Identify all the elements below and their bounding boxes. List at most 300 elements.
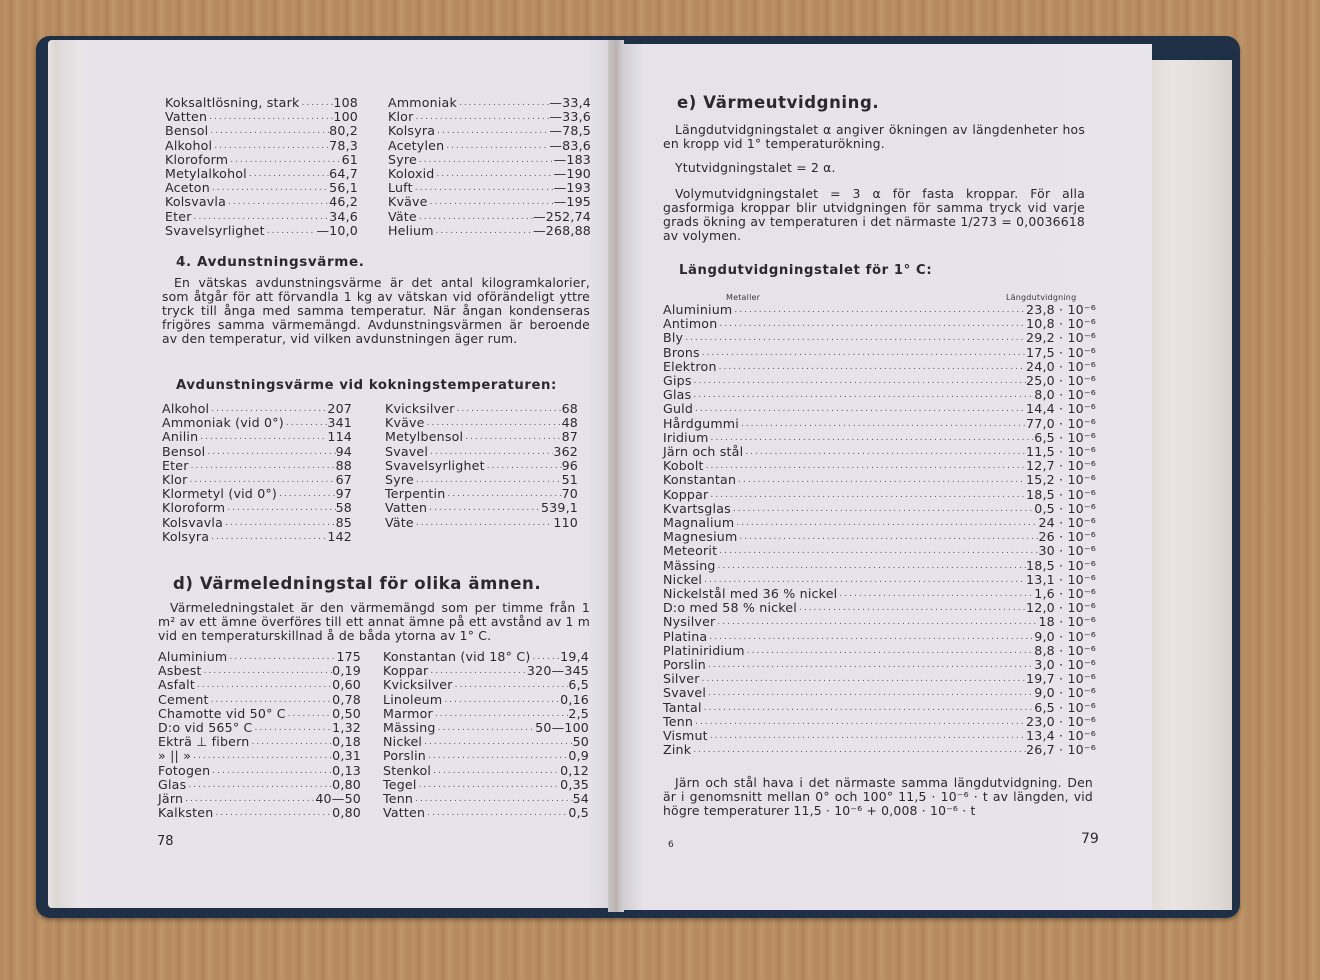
row-value: 0,60 bbox=[332, 677, 361, 693]
leader-dots bbox=[223, 516, 336, 530]
table-row bbox=[158, 792, 361, 806]
row-label: Nickelstål med 36 % nickel bbox=[663, 586, 838, 602]
row-value: 11,5 · 10⁻⁶ bbox=[1026, 444, 1096, 460]
row-value: 96 bbox=[561, 457, 578, 473]
row-value: 34,6 bbox=[329, 208, 358, 224]
row-value: 6,5 bbox=[568, 677, 589, 693]
row-label: Bly bbox=[663, 330, 684, 346]
row-value: 0,80 bbox=[332, 805, 361, 821]
row-value: 54 bbox=[572, 791, 589, 807]
table-row bbox=[663, 445, 1096, 459]
row-label: Koppar bbox=[663, 486, 709, 502]
row-value: —78,5 bbox=[549, 123, 591, 139]
row-value: —33,4 bbox=[549, 95, 591, 110]
row-value: 320—345 bbox=[526, 663, 589, 679]
row-label: Silver bbox=[663, 671, 700, 687]
leader-dots bbox=[716, 559, 1026, 573]
row-label: Kolsvavla bbox=[165, 194, 227, 210]
leader-dots bbox=[431, 764, 560, 778]
row-label: Vismut bbox=[663, 728, 708, 744]
row-value: 61 bbox=[341, 151, 358, 167]
leader-dots bbox=[187, 473, 335, 487]
table-row bbox=[162, 530, 352, 544]
row-value: 0,5 · 10⁻⁶ bbox=[1034, 500, 1096, 516]
row-label: Asbest bbox=[158, 663, 202, 679]
row-value: 17,5 · 10⁻⁶ bbox=[1026, 344, 1096, 360]
row-value: 175 bbox=[336, 649, 361, 664]
table-row bbox=[663, 346, 1096, 360]
row-label: Glas bbox=[663, 387, 692, 403]
row-value: 19,4 bbox=[560, 649, 589, 664]
row-value: 18,5 · 10⁻⁶ bbox=[1026, 557, 1096, 573]
table-row bbox=[663, 587, 1096, 601]
leader-dots bbox=[700, 672, 1026, 686]
table-row bbox=[165, 224, 358, 238]
table-row bbox=[162, 516, 352, 530]
column-header-expansion: Längdutvidgning bbox=[1006, 293, 1077, 302]
leader-dots bbox=[417, 153, 554, 167]
row-value: 6,5 · 10⁻⁶ bbox=[1034, 429, 1096, 445]
section-d-paragraph: Värmeledningstalet är den värmemängd som per timme från 1 m² av ett ämne överföres till ett annat ämne på ett avstånd av 1 m vid en temperaturskillnad å de båda ytorna av 1° C. bbox=[158, 600, 590, 643]
table-row bbox=[158, 693, 361, 707]
table-row bbox=[383, 749, 589, 763]
row-label: Ammoniak bbox=[388, 95, 457, 110]
row-value: —83,6 bbox=[549, 137, 591, 153]
row-value: 0,31 bbox=[332, 748, 361, 764]
conductivity-table-left bbox=[158, 650, 361, 820]
leader-dots bbox=[413, 181, 554, 195]
row-label: Helium bbox=[388, 222, 434, 238]
leader-dots bbox=[706, 686, 1034, 700]
leader-dots bbox=[205, 445, 335, 459]
row-value: 6,5 · 10⁻⁶ bbox=[1034, 699, 1096, 715]
row-value: 0,78 bbox=[332, 691, 361, 707]
row-value: 0,13 bbox=[332, 762, 361, 778]
leader-dots bbox=[207, 110, 333, 124]
leader-dots bbox=[212, 139, 329, 153]
leader-dots bbox=[249, 735, 332, 749]
row-value: 40—50 bbox=[315, 791, 361, 807]
row-value: 207 bbox=[327, 401, 352, 416]
table-row bbox=[165, 96, 358, 110]
row-label: Syre bbox=[385, 472, 414, 488]
leader-dots bbox=[745, 644, 1034, 658]
leader-dots bbox=[434, 224, 533, 238]
row-value: 26,7 · 10⁻⁶ bbox=[1026, 742, 1096, 758]
leader-dots bbox=[709, 431, 1035, 445]
table-row bbox=[663, 388, 1096, 402]
row-value: 110 bbox=[553, 514, 578, 530]
row-label: Linoleum bbox=[383, 691, 443, 707]
table-row bbox=[162, 487, 352, 501]
table-row bbox=[158, 664, 361, 678]
table-row bbox=[158, 778, 361, 792]
table-row bbox=[388, 167, 591, 181]
leader-dots bbox=[227, 650, 336, 664]
leader-dots bbox=[453, 678, 569, 692]
row-label: Vatten bbox=[165, 109, 208, 125]
row-value: —10,0 bbox=[316, 222, 358, 238]
leader-dots bbox=[717, 360, 1026, 374]
table-row bbox=[663, 417, 1096, 431]
row-value: 19,7 · 10⁻⁶ bbox=[1026, 671, 1096, 687]
table-row bbox=[165, 139, 358, 153]
row-label: Svavelsyrlighet bbox=[385, 457, 485, 473]
table-row bbox=[663, 502, 1096, 516]
row-value: —183 bbox=[553, 151, 591, 167]
row-label: Koloxid bbox=[388, 166, 435, 182]
table-row bbox=[383, 806, 589, 820]
row-label: Svavel bbox=[385, 443, 429, 459]
row-label: Glas bbox=[158, 776, 187, 792]
page-number-right: 79 bbox=[1081, 831, 1099, 847]
page-block-edge bbox=[1152, 60, 1232, 910]
table-row bbox=[383, 721, 589, 735]
row-value: —195 bbox=[553, 194, 591, 210]
table-row bbox=[663, 516, 1096, 530]
closing-paragraph: Järn och stål hava i det närmaste samma längdutvidgning. Den är i genomsnitt mellan 0° och 100° 11,5 · 10⁻⁶ · t av längden, vid högre temperaturer 11,5 · 10⁻⁶ + 0,008 · 10⁻⁶ · t bbox=[663, 775, 1093, 818]
table-row bbox=[383, 650, 589, 664]
table-row bbox=[663, 615, 1096, 629]
table-row bbox=[388, 110, 591, 124]
row-value: 24,0 · 10⁻⁶ bbox=[1026, 358, 1096, 374]
table-row bbox=[162, 445, 352, 459]
leader-dots bbox=[691, 743, 1026, 757]
table-row bbox=[383, 764, 589, 778]
row-value: 2,5 bbox=[568, 705, 589, 721]
leader-dots bbox=[737, 530, 1038, 544]
row-label: Väte bbox=[388, 208, 417, 224]
row-value: 24 · 10⁻⁶ bbox=[1038, 515, 1096, 531]
table-row bbox=[663, 544, 1096, 558]
row-label: Koksaltlösning, stark bbox=[165, 95, 300, 110]
table-row bbox=[158, 749, 361, 763]
leader-dots bbox=[413, 110, 549, 124]
leader-dots bbox=[191, 749, 332, 763]
row-value: 68 bbox=[561, 401, 578, 416]
row-label: Klor bbox=[162, 472, 188, 488]
leader-dots bbox=[183, 792, 315, 806]
table-row bbox=[388, 195, 591, 209]
row-label: Gips bbox=[663, 373, 692, 389]
row-label: Kolsyra bbox=[162, 528, 210, 544]
row-value: 18 · 10⁻⁶ bbox=[1038, 614, 1096, 630]
row-label: Mässing bbox=[383, 720, 436, 736]
row-label: Kolsyra bbox=[388, 123, 436, 139]
table-row bbox=[385, 402, 578, 416]
row-label: D:o med 58 % nickel bbox=[663, 600, 797, 616]
table-row bbox=[663, 743, 1096, 757]
table-row bbox=[388, 153, 591, 167]
section-d-heading: d) Värmeledningstal för olika ämnen. bbox=[173, 574, 542, 593]
row-label: Kväve bbox=[385, 415, 425, 431]
table-row bbox=[158, 764, 361, 778]
row-value: 142 bbox=[327, 528, 352, 544]
leader-dots bbox=[797, 601, 1026, 615]
section-4-heading: 4. Avdunstningsvärme. bbox=[176, 254, 365, 270]
leader-dots bbox=[691, 388, 1034, 402]
row-label: Marmor bbox=[383, 705, 433, 721]
leader-dots bbox=[209, 693, 332, 707]
row-value: 10,8 · 10⁻⁶ bbox=[1026, 316, 1096, 332]
table-row bbox=[383, 693, 589, 707]
row-value: 85 bbox=[335, 514, 352, 530]
row-label: Elektron bbox=[663, 358, 717, 374]
leader-dots bbox=[195, 678, 332, 692]
row-label: Klor bbox=[388, 109, 414, 125]
leader-dots bbox=[837, 587, 1034, 601]
table-row bbox=[388, 96, 591, 110]
expansion-table-heading: Längdutvidgningstalet för 1° C: bbox=[679, 263, 933, 278]
row-value: 1,6 · 10⁻⁶ bbox=[1034, 586, 1096, 602]
leader-dots bbox=[225, 501, 335, 515]
row-value: 0,80 bbox=[332, 776, 361, 792]
row-label: Eter bbox=[162, 457, 189, 473]
table-row bbox=[158, 735, 361, 749]
row-value: 87 bbox=[561, 429, 578, 445]
row-label: Väte bbox=[385, 514, 414, 530]
row-label: Klormetyl (vid 0°) bbox=[162, 486, 278, 502]
row-value: 9,0 · 10⁻⁶ bbox=[1034, 628, 1096, 644]
row-value: 58 bbox=[335, 500, 352, 516]
evaporation-table-heading: Avdunstningsvärme vid kokningstemperaturen: bbox=[176, 378, 557, 393]
section-e-para2: Ytutvidgningstalet = 2 α. bbox=[675, 160, 836, 175]
table-row bbox=[165, 124, 358, 138]
row-label: Platina bbox=[663, 628, 708, 644]
row-value: 14,4 · 10⁻⁶ bbox=[1026, 401, 1096, 417]
row-value: 3,0 · 10⁻⁶ bbox=[1034, 657, 1096, 673]
row-label: Tenn bbox=[383, 791, 414, 807]
row-label: Zink bbox=[663, 742, 692, 758]
row-label: Ekträ ⊥ fibern bbox=[158, 734, 250, 750]
row-value: 88 bbox=[335, 457, 352, 473]
table-row bbox=[663, 360, 1096, 374]
row-label: D:o vid 565° C bbox=[158, 720, 253, 736]
row-value: 23,8 · 10⁻⁶ bbox=[1026, 302, 1096, 317]
row-label: Svavel bbox=[663, 685, 707, 701]
table-row bbox=[165, 210, 358, 224]
leader-dots bbox=[457, 96, 549, 110]
row-label: Bensol bbox=[162, 443, 206, 459]
section-e-para3: Volymutvidgningstalet = 3 α för fasta kroppar. För alla gasformiga kroppar blir utvidgningen för samma tryck vid varje grads ökning av temperaturen i det närmaste 1/273 = 0,0036618 av volymen. bbox=[663, 186, 1085, 243]
leader-dots bbox=[247, 167, 329, 181]
table-row bbox=[663, 601, 1096, 615]
row-label: Aluminium bbox=[663, 302, 733, 317]
table-row bbox=[663, 729, 1096, 743]
table-row bbox=[388, 124, 591, 138]
table-row bbox=[383, 735, 589, 749]
leader-dots bbox=[435, 124, 549, 138]
leader-dots bbox=[228, 153, 341, 167]
row-value: 26 · 10⁻⁶ bbox=[1038, 529, 1096, 545]
evaporation-table-left bbox=[162, 402, 352, 544]
leader-dots bbox=[428, 664, 527, 678]
leader-dots bbox=[422, 735, 572, 749]
table-row bbox=[663, 331, 1096, 345]
row-value: 51 bbox=[561, 472, 578, 488]
row-label: Hårdgummi bbox=[663, 415, 739, 431]
row-label: Metylalkohol bbox=[165, 166, 247, 182]
leader-dots bbox=[413, 792, 572, 806]
table-row bbox=[385, 487, 578, 501]
row-label: Alkohol bbox=[162, 401, 210, 416]
row-value: 13,4 · 10⁻⁶ bbox=[1026, 728, 1096, 744]
row-label: Stenkol bbox=[383, 762, 432, 778]
row-label: Nickel bbox=[383, 734, 423, 750]
leader-dots bbox=[417, 778, 561, 792]
leader-dots bbox=[433, 707, 568, 721]
row-label: Kalksten bbox=[158, 805, 214, 821]
leader-dots bbox=[425, 416, 562, 430]
row-label: Fotogen bbox=[158, 762, 211, 778]
row-value: —252,74 bbox=[532, 208, 591, 224]
table-row bbox=[165, 153, 358, 167]
evaporation-table-right bbox=[385, 402, 578, 530]
row-label: Chamotte vid 50° C bbox=[158, 705, 286, 721]
leader-dots bbox=[210, 764, 332, 778]
leader-dots bbox=[708, 729, 1026, 743]
row-label: » || » bbox=[158, 748, 192, 764]
boiling-table-right bbox=[388, 96, 591, 238]
leader-dots bbox=[715, 615, 1038, 629]
leader-dots bbox=[463, 430, 561, 444]
row-value: 46,2 bbox=[329, 194, 358, 210]
row-label: Nickel bbox=[663, 571, 703, 587]
row-label: Konstantan bbox=[663, 472, 737, 488]
table-row bbox=[383, 707, 589, 721]
leader-dots bbox=[706, 658, 1034, 672]
row-label: Kolsvavla bbox=[162, 514, 224, 530]
leader-dots bbox=[414, 473, 562, 487]
leader-dots bbox=[717, 544, 1038, 558]
row-label: Mässing bbox=[663, 557, 716, 573]
table-row bbox=[158, 721, 361, 735]
leader-dots bbox=[743, 445, 1026, 459]
row-value: 539,1 bbox=[540, 500, 578, 516]
leader-dots bbox=[209, 402, 327, 416]
leader-dots bbox=[693, 715, 1026, 729]
leader-dots bbox=[732, 303, 1026, 317]
leader-dots bbox=[708, 488, 1026, 502]
page-number-left: 78 bbox=[157, 834, 174, 849]
leader-dots bbox=[253, 721, 333, 735]
row-value: 67 bbox=[335, 472, 352, 488]
table-row bbox=[158, 806, 361, 820]
row-value: 341 bbox=[327, 415, 352, 431]
row-label: Koppar bbox=[383, 663, 429, 679]
row-value: —193 bbox=[553, 180, 591, 196]
row-value: 94 bbox=[335, 443, 352, 459]
leader-dots bbox=[435, 167, 554, 181]
leader-dots bbox=[445, 487, 561, 501]
row-label: Porslin bbox=[663, 657, 706, 673]
row-label: Porslin bbox=[383, 748, 426, 764]
leader-dots bbox=[442, 693, 560, 707]
table-row bbox=[383, 678, 589, 692]
table-row bbox=[383, 778, 589, 792]
row-label: Iridium bbox=[663, 429, 709, 445]
row-value: 30 · 10⁻⁶ bbox=[1038, 543, 1096, 559]
leader-dots bbox=[717, 317, 1026, 331]
section-e-para1: Längdutvidgningstalet α angiver ökningen av längdenheter hos en kropp vid 1° temperaturökning. bbox=[663, 122, 1085, 151]
leader-dots bbox=[455, 402, 562, 416]
row-label: Aluminium bbox=[158, 649, 228, 664]
leader-dots bbox=[284, 416, 328, 430]
leader-dots bbox=[427, 501, 541, 515]
row-value: 78,3 bbox=[329, 137, 358, 153]
table-row bbox=[663, 402, 1096, 416]
leader-dots bbox=[739, 417, 1026, 431]
table-row bbox=[663, 630, 1096, 644]
row-label: Kloroform bbox=[165, 151, 229, 167]
leader-dots bbox=[530, 650, 560, 664]
row-label: Järn och stål bbox=[663, 444, 744, 460]
row-value: 48 bbox=[561, 415, 578, 431]
table-row bbox=[388, 139, 591, 153]
table-row bbox=[663, 317, 1096, 331]
row-label: Meteorit bbox=[663, 543, 718, 559]
row-value: 80,2 bbox=[329, 123, 358, 139]
table-row bbox=[663, 488, 1096, 502]
table-row bbox=[663, 559, 1096, 573]
table-row bbox=[385, 501, 578, 515]
row-value: 15,2 · 10⁻⁶ bbox=[1026, 472, 1096, 488]
row-label: Alkohol bbox=[165, 137, 213, 153]
table-row bbox=[158, 650, 361, 664]
leader-dots bbox=[704, 459, 1026, 473]
row-label: Kloroform bbox=[162, 500, 226, 516]
row-value: 100 bbox=[333, 109, 358, 125]
table-row bbox=[162, 501, 352, 515]
leader-dots bbox=[700, 346, 1026, 360]
leader-dots bbox=[707, 630, 1034, 644]
leader-dots bbox=[425, 806, 568, 820]
table-row bbox=[158, 707, 361, 721]
leader-dots bbox=[417, 210, 533, 224]
row-value: —190 bbox=[553, 166, 591, 182]
row-label: Syre bbox=[388, 151, 417, 167]
row-label: Tenn bbox=[663, 713, 694, 729]
leader-dots bbox=[226, 195, 329, 209]
row-label: Eter bbox=[165, 208, 192, 224]
leader-dots bbox=[693, 402, 1026, 416]
leader-dots bbox=[702, 573, 1026, 587]
table-row bbox=[663, 644, 1096, 658]
row-label: Acetylen bbox=[388, 137, 445, 153]
leader-dots bbox=[702, 701, 1035, 715]
row-label: Magnesium bbox=[663, 529, 738, 545]
row-value: 362 bbox=[553, 443, 578, 459]
row-value: 12,7 · 10⁻⁶ bbox=[1026, 458, 1096, 474]
section-e-heading: e) Värmeutvidgning. bbox=[677, 93, 880, 112]
row-label: Kvicksilver bbox=[385, 401, 455, 416]
leader-dots bbox=[189, 459, 336, 473]
table-row bbox=[165, 110, 358, 124]
row-value: 25,0 · 10⁻⁶ bbox=[1026, 373, 1096, 389]
row-value: 29,2 · 10⁻⁶ bbox=[1026, 330, 1096, 346]
row-value: 0,50 bbox=[332, 705, 361, 721]
leader-dots bbox=[265, 224, 317, 238]
table-row bbox=[385, 473, 578, 487]
leader-dots bbox=[734, 516, 1038, 530]
table-row bbox=[663, 715, 1096, 729]
row-label: Platiniridium bbox=[663, 642, 745, 658]
row-label: Kvartsglas bbox=[663, 500, 731, 516]
row-value: 8,8 · 10⁻⁶ bbox=[1034, 642, 1096, 658]
row-label: Kvicksilver bbox=[383, 677, 453, 693]
row-label: Tegel bbox=[383, 776, 417, 792]
leader-dots bbox=[277, 487, 336, 501]
